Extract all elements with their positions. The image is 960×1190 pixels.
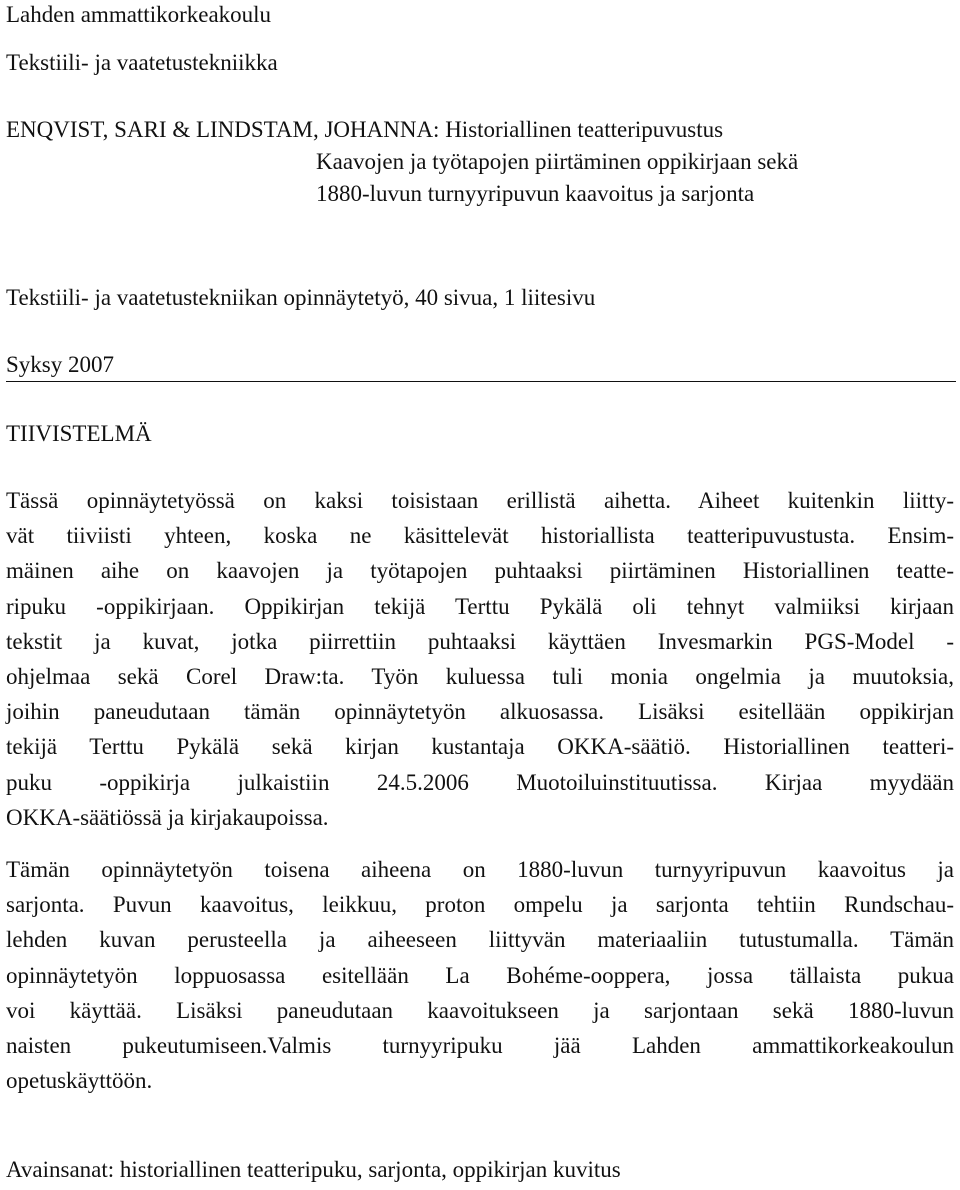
text-line: tekijä Terttu Pykälä sekä kirjan kustantaja OKKA-säätiö. Historiallinen teatteri-	[6, 734, 954, 760]
abstract-heading: TIIVISTELMÄ	[6, 421, 152, 446]
thesis-info: Tekstiili- ja vaatetustekniikan opinnäytetyö, 40 sivua, 1 liitesivu	[6, 285, 596, 310]
subtitle-line: 1880-luvun turnyyripuvun kaavoitus ja sarjonta	[316, 181, 755, 206]
abstract-paragraph-2	[6, 852, 954, 1098]
text-line: vät tiiviisti yhteen, koska ne käsittelevät historiallista teatteripuvustusta. Ensim-	[6, 523, 954, 549]
abstract-paragraph-1	[6, 483, 954, 835]
semester: Syksy 2007	[6, 352, 114, 377]
text-line: ripuku -oppikirjaan. Oppikirjan tekijä Terttu Pykälä oli tehnyt valmiiksi kirjaan	[6, 593, 954, 619]
subtitle-line: Kaavojen ja työtapojen piirtäminen oppikirjaan sekä	[316, 149, 799, 174]
text-line: Tässä opinnäytetyössä on kaksi toisistaan erillistä aihetta. Aiheet kuitenkin liitty-	[6, 488, 954, 513]
text-line: opinnäytetyön loppuosassa esitellään La Bohéme-ooppera, jossa tällaista pukua	[6, 962, 954, 988]
text-line: ohjelmaa sekä Corel Draw:ta. Työn kuluessa tuli monia ongelmia ja muutoksia,	[6, 664, 954, 690]
institution-name: Lahden ammattikorkeakoulu	[6, 2, 272, 27]
text-line: naisten pukeutumiseen.Valmis turnyyripuku jää Lahden ammattikorkeakoulun	[6, 1033, 954, 1059]
text-line: Tämän opinnäytetyön toisena aiheena on 1880-luvun turnyyripuvun kaavoitus ja	[6, 857, 954, 882]
text-line: voi käyttää. Lisäksi paneudutaan kaavoitukseen ja sarjontaan sekä 1880-luvun	[6, 997, 954, 1023]
thesis-title-block	[6, 114, 960, 210]
semester-rule	[6, 350, 956, 382]
department-name: Tekstiili- ja vaatetustekniikka	[6, 50, 278, 75]
text-line: puku -oppikirja julkaistiin 24.5.2006 Muotoiluinstituutissa. Kirjaa myydään	[6, 769, 954, 795]
text-line: lehden kuvan perusteella ja aiheeseen liittyvän materiaaliin tutustumalla. Tämän	[6, 927, 954, 953]
keywords: Avainsanat: historiallinen teatteripuku, sarjonta, oppikirjan kuvitus	[6, 1157, 621, 1182]
text-line: joihin paneudutaan tämän opinnäytetyön alkuosassa. Lisäksi esitellään oppikirjan	[6, 699, 954, 725]
authors-and-title: ENQVIST, SARI & LINDSTAM, JOHANNA: Historiallinen teatteripuvustus	[6, 117, 724, 142]
text-line: tekstit ja kuvat, jotka piirrettiin puhtaaksi käyttäen Invesmarkin PGS-Model -	[6, 628, 954, 654]
text-line: mäinen aihe on kaavojen ja työtapojen puhtaaksi piirtäminen Historiallinen teatte-	[6, 558, 954, 584]
text-line: opetuskäyttöön.	[6, 1068, 153, 1094]
text-line: sarjonta. Puvun kaavoitus, leikkuu, proton ompelu ja sarjonta tehtiin Rundschau-	[6, 892, 954, 918]
text-line: OKKA-säätiössä ja kirjakaupoissa.	[6, 804, 329, 830]
